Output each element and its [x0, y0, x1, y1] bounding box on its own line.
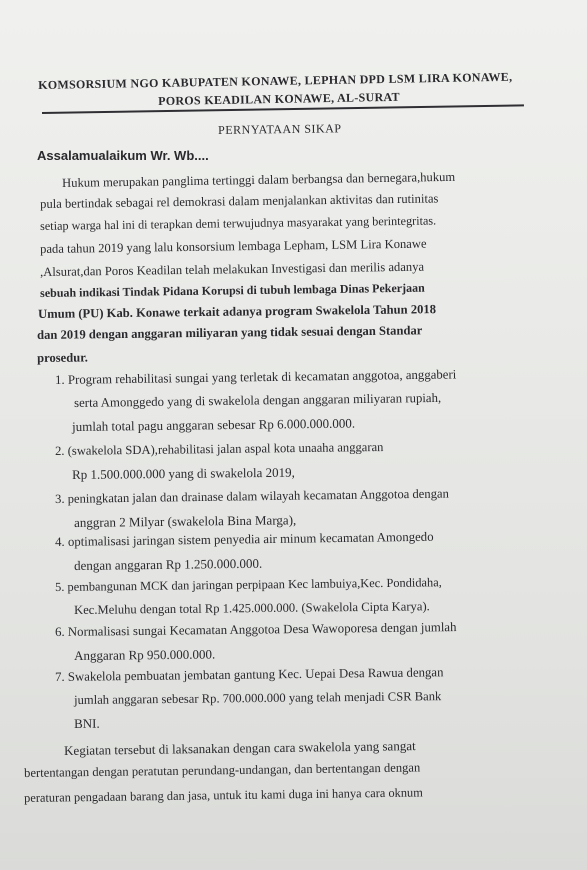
paragraph-1-line: setiap warga hal ini di terapkan demi terwujudnya masyarakat yang berintegritas. — [40, 213, 437, 233]
letterhead-line-1: KOMSORSIUM NGO KABUPATEN KONAWE, LEPHAN DPD LSM LIRA KONAWE, — [38, 69, 513, 92]
list-item: 4. optimalisasi jaringan sistem penyedia air minum kecamatan Amongedo — [55, 529, 434, 549]
paragraph-2-line: Kegiatan tersebut di laksanakan dengan cara swakelola yang sangat — [64, 738, 416, 758]
list-item: 2. (swakelola SDA),rehabilitasi jalan aspal kota unaaha anggaran — [55, 439, 384, 458]
paragraph-1-line: Hukum merupakan panglima tertinggi dalam berbangsa dan bernegara,hukum — [62, 169, 456, 190]
list-item-continuation: Rp 1.500.000.000 yang di swakelola 2019, — [72, 464, 295, 482]
list-item-continuation: serta Amonggedo yang di swakelola dengan anggaran miliyaran rupiah, — [74, 390, 442, 410]
list-item-continuation: jumlah anggaran sebesar Rp. 700.000.000 yang telah menjadi CSR Bank — [74, 689, 442, 707]
list-item-continuation: Kec.Meluhu dengan total Rp 1.425.000.000. (Swakelola Cipta Karya). — [74, 599, 430, 617]
list-item: 1. Program rehabilitasi sungai yang terletak di kecamatan anggotoa, anggaberi — [55, 367, 457, 387]
paragraph-1-line: ,Alsurat,dan Poros Keadilan telah melakukan Investigasi dan merilis adanya — [40, 259, 425, 279]
list-item: 7. Swakelola pembuatan jembatan gantung Kec. Uepai Desa Rawua dengan — [55, 665, 444, 684]
list-item-continuation: Anggaran Rp 950.000.000. — [74, 646, 216, 663]
paragraph-2-line: bertentangan dengan peratutan perundang-undangan, dan bertentangan dengan — [24, 760, 421, 780]
list-item-continuation: jumlah total pagu anggaran sebesar Rp 6.000.000.000. — [72, 415, 356, 434]
list-item-continuation: anggran 2 Milyar (swakelola Bina Marga), — [74, 512, 297, 530]
list-item-continuation: BNI. — [74, 715, 100, 731]
list-item: 5. pembangunan MCK dan jaringan perpipaan Kec lambuiya,Kec. Pondidaha, — [55, 575, 442, 594]
document-title: PERNYATAAN SIKAP — [218, 121, 342, 137]
paragraph-1-line: pada tahun 2019 yang lalu konsorsium lembaga Lepham, LSM Lira Konawe — [40, 236, 427, 256]
list-item-continuation: dengan anggaran Rp 1.250.000.000. — [74, 555, 263, 573]
list-item: 6. Normalisasi sungai Kecamatan Anggotoa Desa Wawoporesa dengan jumlah — [55, 620, 457, 639]
paragraph-2-line: peraturan pengadaan barang dan jasa, untuk itu kami duga ini hanya cara oknum — [24, 785, 423, 805]
paragraph-1-line: Umum (PU) Kab. Konawe terkait adanya program Swakelola Tahun 2018 — [38, 302, 437, 321]
paragraph-1-line: prosedur. — [37, 350, 88, 365]
paragraph-1-line: pula bertindak sebagai rel demokrasi dalam menjalankan aktivitas dan rutinitas — [40, 191, 439, 211]
greeting: Assalamualaikum Wr. Wb.... — [37, 148, 209, 163]
list-item: 3. peningkatan jalan dan drainase dalam wilayah kecamatan Anggotoa dengan — [55, 486, 449, 506]
paragraph-1-line: sebuah indikasi Tindak Pidana Korupsi di tubuh lembaga Dinas Pekerjaan — [40, 280, 425, 300]
letterhead-line-2: POROS KEADILAN KONAWE, AL-SURAT — [158, 89, 400, 108]
paragraph-1-line: dan 2019 dengan anggaran miliyaran yang tidak sesuai dengan Standar — [37, 323, 423, 342]
